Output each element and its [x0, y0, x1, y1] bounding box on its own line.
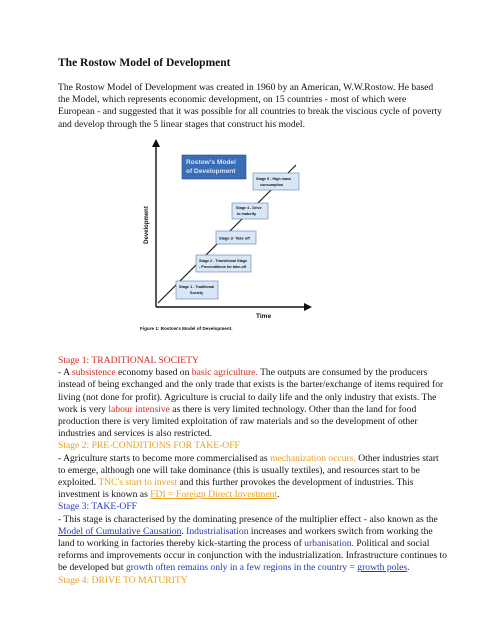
stage-3-heading: Stage 3: TAKE-OFF: [58, 501, 138, 513]
fdi-link[interactable]: FDI = Foreign Direct Investment: [150, 489, 278, 501]
stage-1-line2: Society: [190, 291, 204, 295]
text-run: - A: [58, 367, 72, 379]
text-run: Other industries start to emerge, although one will take dominance (this is usually textiles), and resources start to be exploited.: [58, 452, 439, 489]
basic-agriculture-term: basic agriculture.: [191, 367, 258, 379]
stage-2-paragraph: [58, 453, 448, 502]
stage-5-box: [253, 173, 299, 190]
growth-poles-link[interactable]: growth poles: [357, 562, 408, 574]
text-run: - This stage is characterised by the dominating presence of the multiplier effect - also known as the: [58, 513, 438, 525]
text-run: .: [277, 489, 280, 501]
stage-1-paragraph: [58, 367, 448, 440]
stage-5-line1: Stage 5 - High mass: [256, 177, 292, 181]
mechanization-term: mechanization occurs.: [270, 452, 356, 464]
stage-4-line1: Stage 4 - Drive: [236, 206, 262, 210]
stage-2-line1: Stage 2 - Transitional Stage: [199, 259, 248, 263]
intro-paragraph: The Rostow Model of Development was created in 1960 by an American, W.W.Rostow. He based the Model, which represents economic development, on 15 countries - most of which were European - and suggested that it was possible for all countries to break the viscious cycle of poverty and develop through the 5 linear stages that construct his model.: [58, 82, 442, 130]
document-title: The Rostow Model of Development: [58, 57, 231, 69]
urbanisation-term: urbanisation.: [304, 538, 354, 550]
subsistence-term: subsistence: [71, 367, 116, 379]
figure-title-line1: Rostow's Model: [186, 159, 236, 166]
text-run: The outputs are consumed by the producers instead of being exchanged and the only trade that exists is the barter/exchange of items required for living (not done for profit). Agriculture is crucial to daily life and the only industry that exists. The work is very: [58, 367, 444, 415]
stage-4-heading: Stage 4: DRIVE TO MATURITY: [58, 574, 188, 586]
stage-3-line1: Stage 3- Take off: [219, 235, 250, 241]
y-axis-label: Development: [144, 206, 150, 244]
y-axis-arrow: [152, 139, 160, 147]
cumulative-causation-link[interactable]: Model of Cumulative Causation: [58, 525, 182, 537]
x-axis-label: Time: [256, 313, 272, 320]
stage-1-box: [176, 281, 218, 299]
text-run: Political and social reforms and improvements occur in conjunction with the industrialization. Infrastructure continues to be developed but: [58, 538, 447, 574]
stages-description: [58, 355, 448, 587]
stage-4-line2: to maturity: [237, 212, 257, 216]
stage-5-line2: consumption: [260, 183, 284, 187]
text-run: .: [407, 562, 410, 574]
text-run: and this further provokes the development of industries. This investment is known as: [58, 477, 414, 501]
stage-3-paragraph: [58, 514, 448, 575]
text-run: .: [181, 525, 187, 537]
text-run: - Agriculture starts to become more commercialised as: [58, 452, 271, 464]
figure-caption: Figure 1: Rostow's Model of Development.: [140, 326, 233, 331]
x-axis-arrow: [304, 303, 312, 311]
tnc-term: TNC's start to invest: [98, 477, 178, 489]
stage-2-line2: - Preconditions for take-off: [199, 265, 247, 269]
stage-1-line1: Stage 1 - Traditional: [179, 285, 215, 289]
stage-2-heading: Stage 2: PRE-CONDITIONS FOR TAKE-OFF: [58, 440, 240, 452]
rostow-figure: [138, 135, 318, 335]
text-run: as there is very limited technology. Other than the land for food production there is very limited exploitation of raw materials and so the development of other industries and services is also restricted.: [58, 403, 418, 440]
text-run: increases and workers switch from working the land to working in factories thereby kick-starting the process of: [58, 525, 433, 550]
labour-intensive-term: labour intensive: [108, 403, 170, 415]
stage-2-box: [196, 255, 251, 272]
stage-1-heading: Stage 1: TRADITIONAL SOCIETY: [58, 355, 199, 366]
text-run: economy based on: [115, 367, 192, 379]
figure-title-line2: of Development: [186, 168, 236, 175]
growth-regions-term: growth often remains only in a few regions in the country =: [125, 562, 358, 574]
industrialisation-term: Industrialisation: [186, 525, 249, 537]
